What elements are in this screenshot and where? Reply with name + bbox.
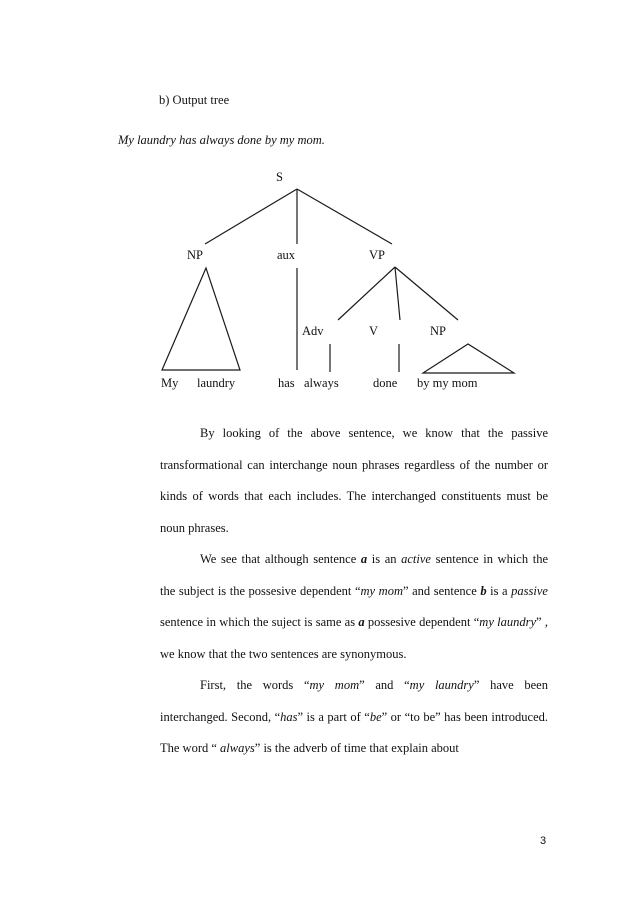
node-np2: NP <box>430 324 446 338</box>
leaf-my: My <box>161 376 179 390</box>
page-number: 3 <box>540 835 547 847</box>
np2-triangle <box>423 344 514 373</box>
node-s: S <box>276 170 283 184</box>
paragraph-3: First, the words “my mom” and “my laundry” have been interchanged. Second, “has” is a part of “be” or “to be” has been introduced. The word “ always” is the adverb of time that explain about <box>160 678 548 756</box>
node-vp: VP <box>369 248 385 262</box>
syntax-tree-diagram <box>0 0 638 420</box>
node-v: V <box>369 324 379 338</box>
leaf-laundry: laundry <box>197 376 236 390</box>
branch-s-vp <box>297 189 392 244</box>
branch-vp-v <box>395 267 400 320</box>
leaf-by-my-mom: by my mom <box>417 376 478 390</box>
paragraph-2: We see that although sentence a is an active sentence in which the the subject is the possesive dependent “my mom” and sentence b is a passive sentence in which the suject is same as a possesive dependent “my laundry” , we know that the two sentences are synonymous. <box>160 552 548 661</box>
branch-vp-adv <box>338 267 395 320</box>
node-adv: Adv <box>302 324 324 338</box>
np-triangle <box>162 268 240 370</box>
branch-s-np <box>205 189 297 244</box>
leaf-done: done <box>373 376 398 390</box>
paragraph-1: By looking of the above sentence, we know that the passive transformational can interchange noun phrases regardless of the number or kinds of words that each includes. The interchanged constituents must be noun phrases. <box>160 426 548 535</box>
leaf-always: always <box>304 376 339 390</box>
branch-vp-np <box>395 267 458 320</box>
section-heading: b) Output tree <box>159 93 230 107</box>
node-np: NP <box>187 248 203 262</box>
node-aux: aux <box>277 248 296 262</box>
leaf-has: has <box>278 376 295 390</box>
example-sentence: My laundry has always done by my mom. <box>118 133 325 147</box>
